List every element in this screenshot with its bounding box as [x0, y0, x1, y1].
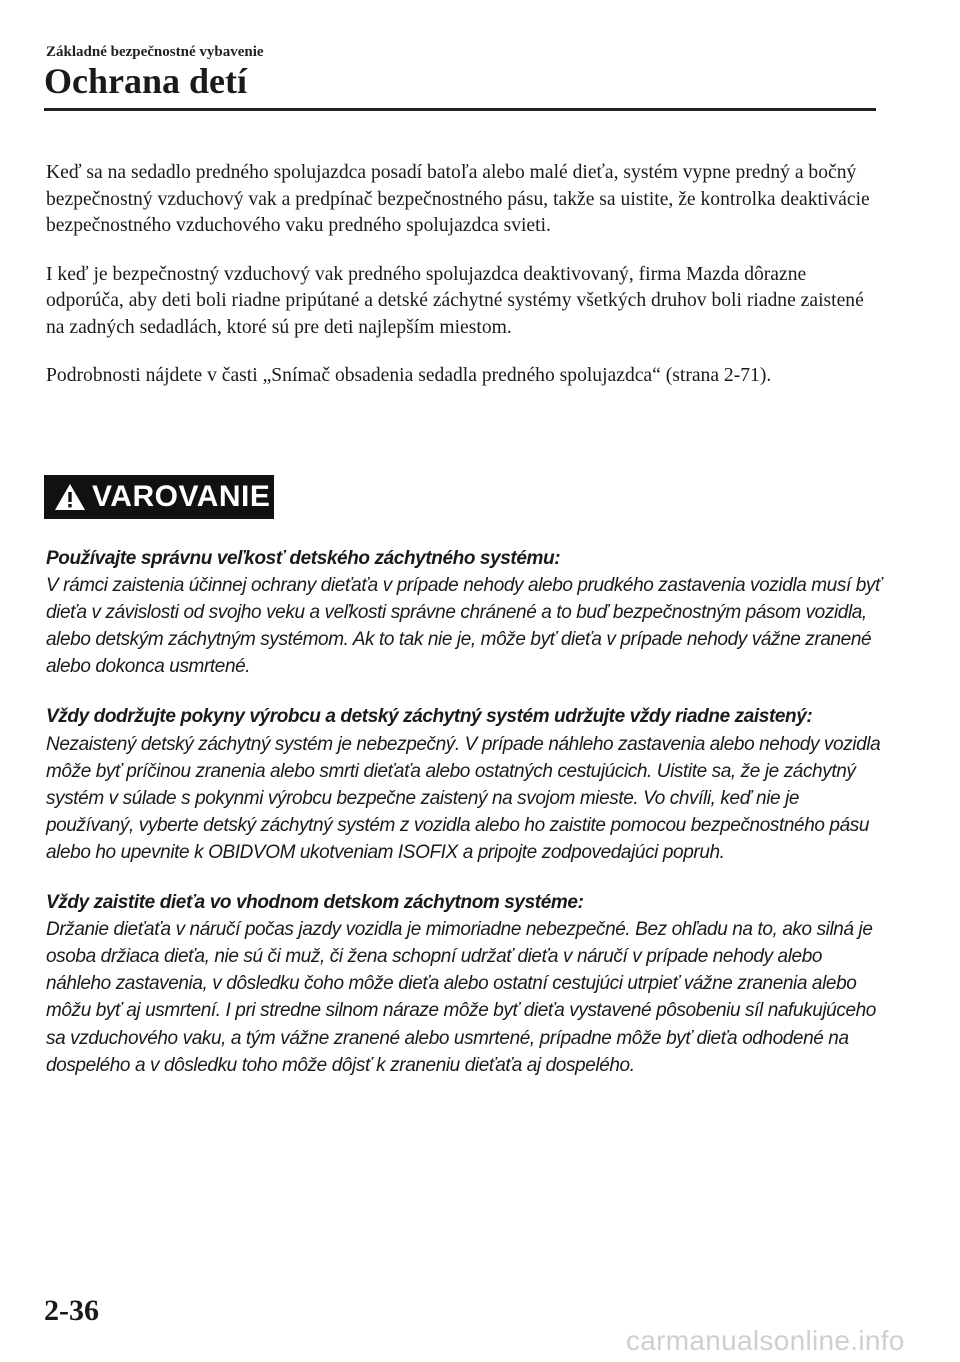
page-title: Ochrana detí [44, 61, 247, 101]
page-number: 2-36 [44, 1294, 99, 1327]
body-text [46, 160, 882, 412]
warning-item [46, 545, 886, 680]
warning-heading: Používajte správnu veľkosť detského záchytného systému: [46, 548, 561, 569]
watermark-text: carmanualsonline.info [626, 1325, 905, 1356]
warning-label: VAROVANIE [92, 480, 271, 513]
warning-text: Držanie dieťaťa v náručí počas jazdy vozidla je mimoriadne nebezpečné. Bez ohľadu na to, ako silná je osoba držiaca dieťa, nie sú či muž, či žena schopní udržať dieťa v náručí v prípade nehody alebo náhleho zastavenia, v dôsledku čoho môže dieťa alebo ostatní cestujúci utrpieť vážne zranenia alebo môžu byť aj usmrtení. I pri stredne silnom náraze môže byť dieťa vystavené pôsobeniu síl nafukujúceho sa vzduchového vaku, a tým vážne zranené alebo usmrtené, prípadne môže byť dieťa odhodené na dospelého a v dôsledku toho môže dôjsť k zraneniu dieťaťa aj dospelého. [46, 919, 876, 1076]
paragraph: Keď sa na sedadlo predného spolujazdca posadí batoľa alebo malé dieťa, systém vypne predný a bočný bezpečnostný vzduchový vak a predpínač bezpečnostného pásu, takže sa uistite, že kontrolka deaktivácie bezpečnostného vzduchového vaku predného spolujazdca svieti. [46, 162, 870, 236]
paragraph: Podrobnosti nájdete v časti „Snímač obsadenia sedadla predného spolujazdca“ (strana 2-71). [46, 365, 772, 386]
warning-item [46, 889, 886, 1079]
section-label: Základné bezpečnostné vybavenie [46, 44, 264, 60]
warning-list [46, 545, 886, 1102]
warning-badge [44, 475, 274, 519]
warning-heading: Vždy zaistite dieťa vo vhodnom detskom záchytnom systéme: [46, 892, 584, 914]
warning-item [46, 703, 886, 866]
warning-text: Nezaistený detský záchytný systém je nebezpečný. V prípade náhleho zastavenia alebo nehody vozidla môže byť príčinou zranenia alebo smrti dieťaťa alebo ostatných cestujúcich. Uistite sa, že je záchytný systém v súlade s pokynmi výrobcu bezpečne zaistený na svojom mieste. Vo chvíli, keď nie je používaný, vyberte detský záchytný systém z vozidla alebo ho zaistite pomocou bezpečnostného pásu alebo ho upevnite k OBIDVOM ukotveniam ISOFIX a pripojte zodpovedajúci popruh. [46, 733, 881, 863]
warning-triangle-icon [54, 483, 86, 511]
warning-text: V rámci zaistenia účinnej ochrany dieťaťa v prípade nehody alebo prudkého zastavenia vozidla musí byť dieťa v závislosti od svojho veku a veľkosti správne chránené a to buď bezpečnostným pásom vozidla, alebo detským záchytným systémom. Ak to tak nie je, môže byť dieťa v prípade nehody vážne zranené alebo dokonca usmrtené. [46, 575, 882, 678]
paragraph: I keď je bezpečnostný vzduchový vak predného spolujazdca deaktivovaný, firma Mazda dôrazne odporúča, aby deti boli riadne pripútané a detské záchytné systémy všetkých druhov boli riadne zaistené na zadných sedadlách, ktoré sú pre deti najlepším miestom. [46, 263, 864, 338]
title-divider [44, 108, 876, 111]
warning-heading: Vždy dodržujte pokyny výrobcu a detský záchytný systém udržujte vždy riadne zaistený: [46, 706, 813, 728]
